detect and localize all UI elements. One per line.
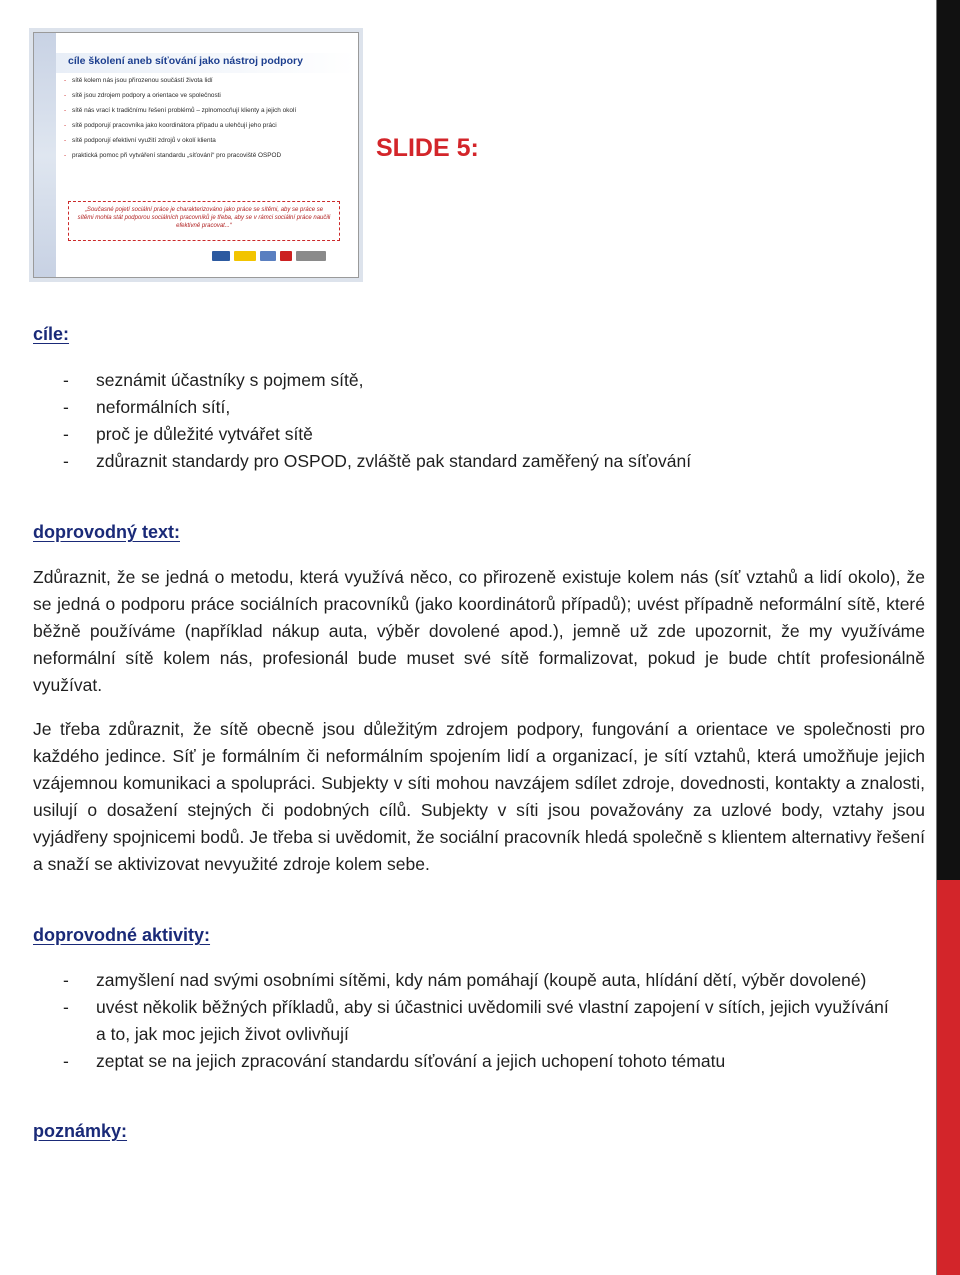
slide-label: SLIDE 5:	[376, 134, 479, 162]
sidebar-black-band	[937, 0, 960, 880]
eu-logo-icon	[212, 251, 230, 261]
list-item: - seznámit účastníky s pojmem sítě,	[63, 370, 364, 390]
list-item: - zdůraznit standardy pro OSPOD, zvláště pak standard zaměřený na síťování	[63, 451, 692, 471]
thumbnail-list-item: - sítě podporují pracovníka jako koordinátora případu a ulehčují jeho práci	[64, 122, 277, 129]
activities-list	[63, 967, 903, 1075]
thumbnail-list-item: - sítě kolem nás jsou přirozenou součástí života lidí	[64, 77, 213, 84]
list-item: - uvést několik běžných příkladů, aby si účastnici uvědomili své vlastní zapojení v sítích, jejich využívání a to, jak moc jejich život ovlivňují	[63, 997, 889, 1044]
list-item: - zamyšlení nad svými osobními sítěmi, kdy nám pomáhají (koupě auta, hlídání dětí, výběr dovolené)	[63, 970, 867, 990]
text-heading: doprovodný text:	[33, 522, 180, 542]
esf-logo-icon	[234, 251, 256, 261]
thumbnail-list-item: - sítě podporují efektivní využití zdrojů v okolí klienta	[64, 137, 216, 144]
text-paragraph-1: Zdůraznit, že se jedná o metodu, která využívá něco, co přirozeně existuje kolem nás (síť vztahů a lidí okolo), že se jedná o podporu práce sociálních pracovníků (jako koordinátorů případů); uvést případně neformální sítě, které běžně používáme (například nákup auta, výběr dovolené apod.), jemně už zde upozornit, že my využíváme neformální sítě kolem nás, profesionál bude muset své sítě formalizovat, pokud je bude chtít profesionálně využívat.	[33, 567, 925, 695]
slide-thumbnail	[33, 32, 359, 278]
thumbnail-decoration	[34, 33, 56, 278]
goals-heading: cíle:	[33, 324, 70, 344]
thumbnail-logo-strip	[212, 249, 342, 263]
thumbnail-list	[64, 77, 354, 167]
text-paragraph-2: Je třeba zdůraznit, že sítě obecně jsou důležitým zdrojem podpory, fungování a orientace ve společnosti pro každého jedince. Síť je formálním či neformálním spojením lidí a organizací, je sítí vztahů, která umožňuje jejich vzájemnou komunikaci a spolupráci. Subjekty v síti mohou navzájem sdílet zdroje, dovednosti, kontakty a znalosti, usilují o dosažení stejných či podobných cílů. Subjekty v síti jsou považovány za uzlové body, vztahy jsou vyjádřeny spojnicemi bodů. Je třeba si uvědomit, že sociální pracovník hledá společně s klientem alternativy řešení a snaží se aktivizovat nevyužité zdroje kolem sebe.	[33, 719, 925, 874]
list-item: - neformálních sítí,	[63, 397, 231, 417]
list-item: - zeptat se na jejich zpracování standardu síťování a jejich uchopení tohoto tématu	[63, 1051, 726, 1071]
notes-heading: poznámky:	[33, 1121, 128, 1141]
goals-list	[63, 367, 903, 475]
sidebar-red-band	[937, 880, 960, 1275]
activities-heading: doprovodné aktivity:	[33, 925, 211, 945]
list-item: - proč je důležité vytvářet sítě	[63, 424, 313, 444]
partner-logo-icon	[296, 251, 326, 261]
region-logo-icon	[280, 251, 292, 261]
thumbnail-title: cíle školení aneb síťování jako nástroj podpory	[68, 55, 303, 67]
thumbnail-list-item: - praktická pomoc při vytváření standardu „síťování“ pro pracoviště OSPOD	[64, 152, 282, 159]
thumbnail-quote: „Současné pojetí sociální práce je charakterizováno jako práce se sítěmi, aby se práce se sítěmi mohla stát podporou sociálních pracovníků je třeba, aby se v rámci sociální práce naučili efektivně pracovat...“	[68, 201, 340, 241]
ministry-logo-icon	[260, 251, 276, 261]
thumbnail-list-item: - sítě nás vrací k tradičnímu řešení problémů – zplnomocňují klienty a jejich okolí	[64, 107, 297, 114]
thumbnail-list-item: - sítě jsou zdrojem podpory a orientace ve společnosti	[64, 92, 221, 99]
